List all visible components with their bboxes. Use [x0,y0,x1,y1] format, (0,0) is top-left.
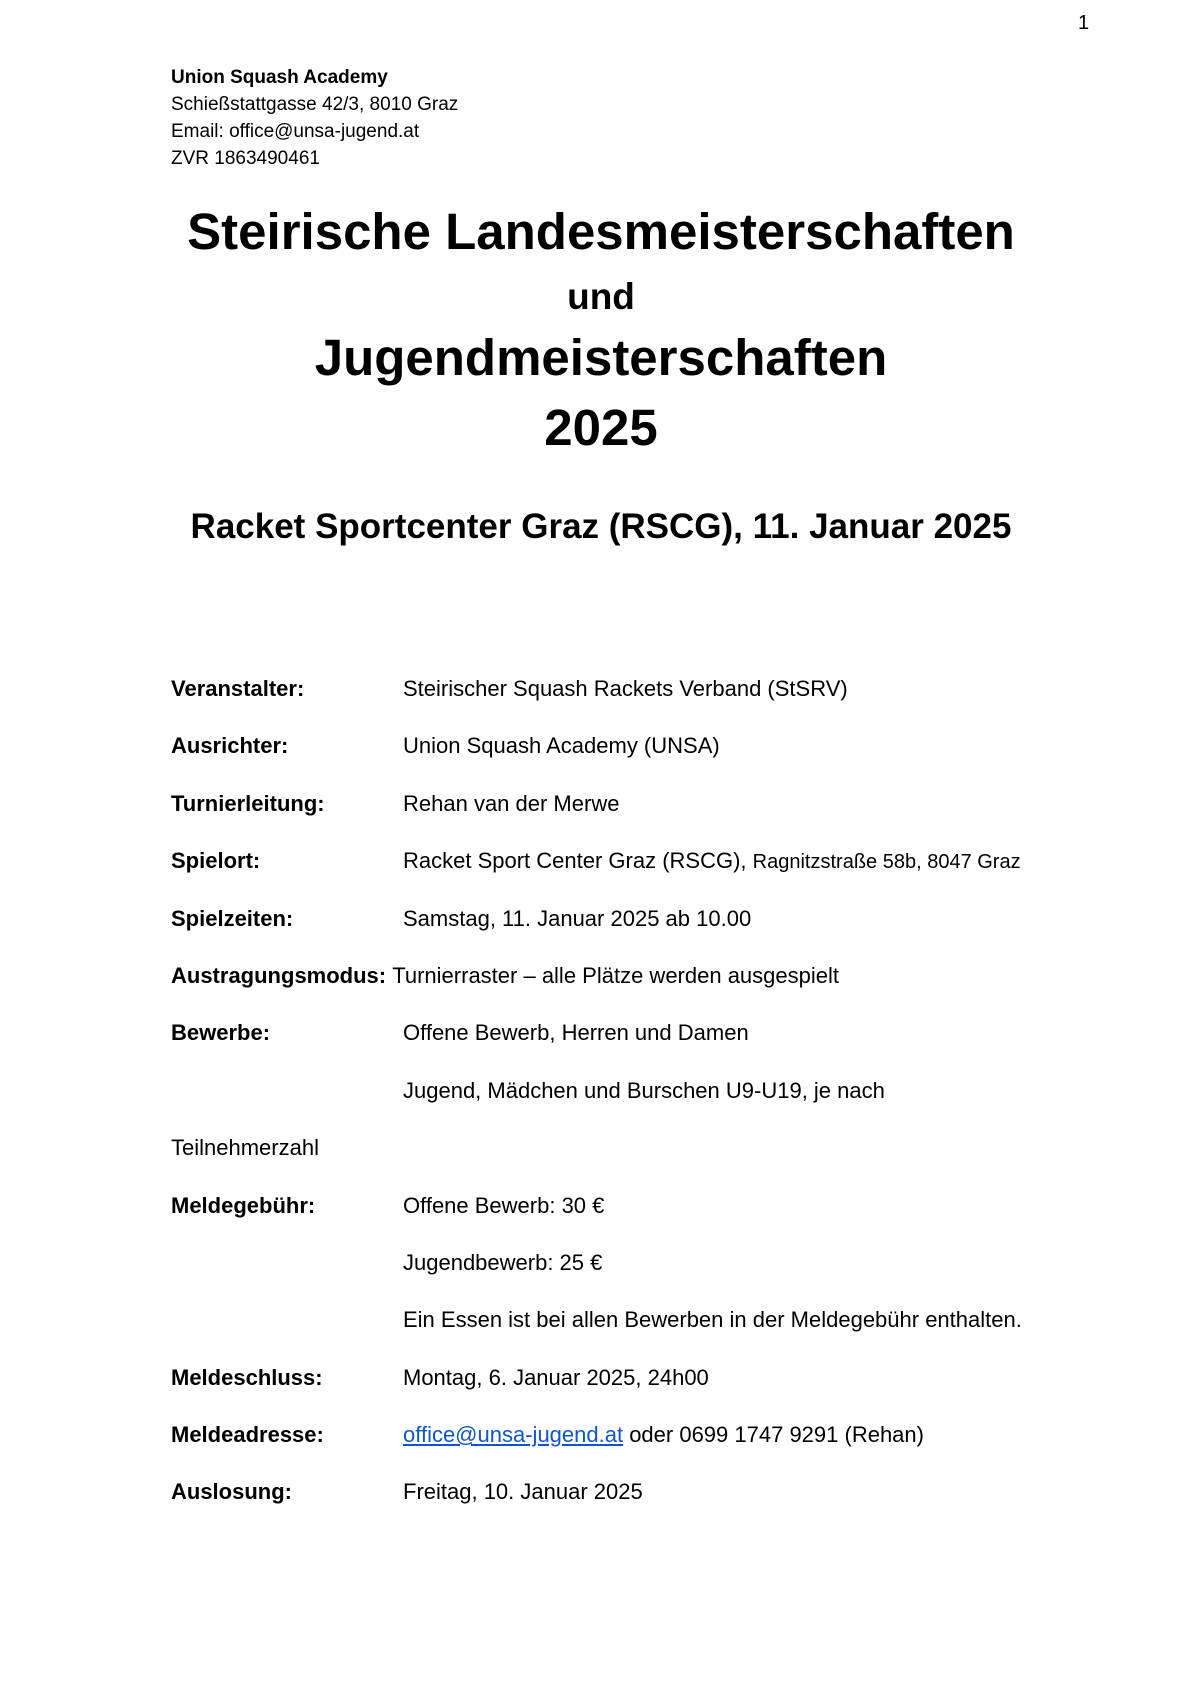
detail-row-auslosung [171,1475,1171,1532]
detail-row-bewerbe [171,1016,1171,1073]
label-spielort: Spielort: [171,848,261,874]
detail-row-spielort [171,844,1171,901]
title-line-2: und [567,276,635,317]
detail-row-meldegebuehr [171,1189,1171,1246]
sender-zvr: ZVR 1863490461 [171,148,320,169]
title-line-1: Steirische Landesmeisterschaften [187,203,1015,260]
detail-row-veranstalter [171,672,1171,729]
detail-row-spielzeiten [171,902,1171,959]
document-title [0,200,1192,460]
value-meldeschluss: Montag, 6. Januar 2025, 24h00 [403,1364,709,1390]
value-spielort-venue: Racket Sport Center Graz (RSCG), [403,848,747,874]
value-bewerbe-3: Teilnehmerzahl [171,1135,319,1161]
label-auslosung: Auslosung: [171,1479,292,1505]
meldeadresse-phone: oder 0699 1747 9291 (Rehan) [623,1422,924,1448]
label-ausrichter: Ausrichter: [171,733,289,759]
venue-date-heading: Racket Sportcenter Graz (RSCG), 11. Januar 2025 [190,507,1012,546]
page-number: 1 [1078,12,1090,34]
detail-row-meldeschluss [171,1361,1171,1418]
detail-row-bewerbe-3 [171,1131,1171,1188]
tournament-details [171,672,1171,1533]
detail-row-meldegebuehr-2 [171,1246,1171,1303]
value-meldegebuehr-3: Ein Essen ist bei allen Bewerben in der Meldegebühr enthalten. [403,1307,1022,1333]
title-line-4: 2025 [544,399,658,456]
title-line-3: Jugendmeisterschaften [314,329,888,386]
sender-address: Schießstattgasse 42/3, 8010 Graz [171,94,459,115]
label-spielzeiten: Spielzeiten: [171,905,294,931]
detail-row-bewerbe-2 [171,1074,1171,1131]
label-austragungsmodus-text: Austragungsmodus: [171,962,387,988]
detail-row-meldegebuehr-3 [171,1303,1171,1360]
detail-row-turnierleitung [171,787,1171,844]
label-bewerbe: Bewerbe: [171,1020,271,1046]
value-veranstalter: Steirischer Squash Rackets Verband (StSRV) [403,676,848,701]
label-meldeadresse: Meldeadresse: [171,1422,324,1448]
label-veranstalter: Veranstalter: [171,676,305,701]
value-meldegebuehr-1: Offene Bewerb: 30 € [403,1192,605,1218]
detail-row-meldeadresse [171,1418,1171,1475]
value-auslosung: Freitag, 10. Januar 2025 [403,1479,643,1505]
detail-row-ausrichter [171,729,1171,786]
value-spielzeiten: Samstag, 11. Januar 2025 ab 10.00 [403,905,752,931]
sender-block [171,64,458,172]
meldeadresse-email-link[interactable]: office@unsa-jugend.at [403,1422,624,1448]
label-austragungsmodus [171,959,839,993]
detail-row-austragungsmodus [171,959,1171,1016]
value-austragungsmodus: Turnierraster – alle Plätze werden ausgespielt [392,962,839,988]
sender-email: Email: office@unsa-jugend.at [171,121,420,142]
value-meldegebuehr-2: Jugendbewerb: 25 € [403,1249,603,1275]
value-spielort [403,844,1021,879]
value-bewerbe-1: Offene Bewerb, Herren und Damen [403,1020,749,1046]
label-meldeschluss: Meldeschluss: [171,1364,323,1390]
label-turnierleitung: Turnierleitung: [171,790,325,816]
label-meldegebuehr: Meldegebühr: [171,1192,316,1218]
value-spielort-address: Ragnitzstraße 58b, 8047 Graz [752,851,1021,874]
value-turnierleitung: Rehan van der Merwe [403,790,620,816]
sender-organization: Union Squash Academy [171,67,388,88]
value-bewerbe-2: Jugend, Mädchen und Burschen U9-U19, je nach [403,1077,885,1103]
value-ausrichter: Union Squash Academy (UNSA) [403,733,720,759]
value-meldeadresse [403,1418,924,1452]
